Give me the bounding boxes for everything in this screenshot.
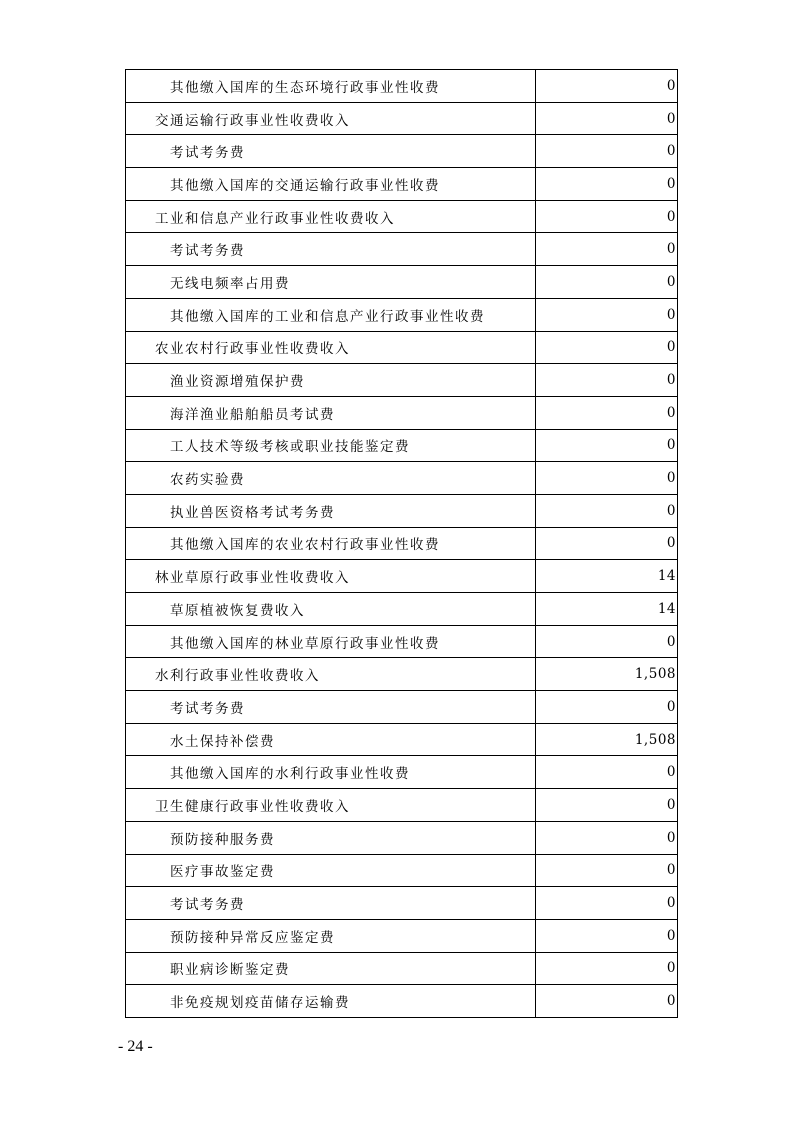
- table-row: [126, 364, 678, 397]
- item-name-cell: 其他缴入国库的生态环境行政事业性收费: [126, 70, 536, 103]
- item-name-cell: 执业兽医资格考试考务费: [126, 494, 536, 527]
- item-name-cell: 水土保持补偿费: [126, 723, 536, 756]
- item-name-cell: 非免疫规划疫苗储存运输费: [126, 985, 536, 1018]
- table-row: [126, 560, 678, 593]
- item-name-cell: 其他缴入国库的工业和信息产业行政事业性收费: [126, 298, 536, 331]
- table-row: [126, 266, 678, 299]
- table-row: [126, 494, 678, 527]
- item-name-cell: 草原植被恢复费收入: [126, 593, 536, 626]
- item-value-cell: 0: [536, 789, 678, 822]
- item-value-cell: 0: [536, 266, 678, 299]
- item-name-cell: 农业农村行政事业性收费收入: [126, 331, 536, 364]
- table-row: [126, 593, 678, 626]
- item-value-cell: 14: [536, 593, 678, 626]
- item-name-cell: 预防接种服务费: [126, 821, 536, 854]
- table-row: [126, 135, 678, 168]
- revenue-table-body: [126, 70, 678, 1018]
- item-value-cell: 0: [536, 527, 678, 560]
- item-value-cell: 0: [536, 691, 678, 724]
- item-value-cell: 0: [536, 429, 678, 462]
- page-number: - 24 -: [118, 1038, 153, 1055]
- table-row: [126, 854, 678, 887]
- table-row: [126, 331, 678, 364]
- table-row: [126, 462, 678, 495]
- item-name-cell: 其他缴入国库的林业草原行政事业性收费: [126, 625, 536, 658]
- table-row: [126, 952, 678, 985]
- item-value-cell: 0: [536, 396, 678, 429]
- item-value-cell: 0: [536, 331, 678, 364]
- item-value-cell: 0: [536, 952, 678, 985]
- item-name-cell: 其他缴入国库的交通运输行政事业性收费: [126, 168, 536, 201]
- table-row: [126, 723, 678, 756]
- item-value-cell: 0: [536, 135, 678, 168]
- table-row: [126, 298, 678, 331]
- item-value-cell: 0: [536, 854, 678, 887]
- item-name-cell: 渔业资源增殖保护费: [126, 364, 536, 397]
- table-row: [126, 200, 678, 233]
- item-name-cell: 考试考务费: [126, 233, 536, 266]
- item-name-cell: 考试考务费: [126, 135, 536, 168]
- item-value-cell: 0: [536, 462, 678, 495]
- table-row: [126, 429, 678, 462]
- item-value-cell: 0: [536, 919, 678, 952]
- item-name-cell: 考试考务费: [126, 691, 536, 724]
- item-value-cell: 0: [536, 625, 678, 658]
- table-row: [126, 625, 678, 658]
- table-row: [126, 168, 678, 201]
- item-name-cell: 考试考务费: [126, 887, 536, 920]
- table-row: [126, 821, 678, 854]
- table-row: [126, 658, 678, 691]
- item-name-cell: 农药实验费: [126, 462, 536, 495]
- table-row: [126, 233, 678, 266]
- item-value-cell: 1,508: [536, 658, 678, 691]
- item-name-cell: 水利行政事业性收费收入: [126, 658, 536, 691]
- item-name-cell: 其他缴入国库的农业农村行政事业性收费: [126, 527, 536, 560]
- table-row: [126, 102, 678, 135]
- item-value-cell: 0: [536, 887, 678, 920]
- item-name-cell: 海洋渔业船舶船员考试费: [126, 396, 536, 429]
- table-row: [126, 756, 678, 789]
- table-row: [126, 527, 678, 560]
- item-value-cell: 0: [536, 985, 678, 1018]
- item-value-cell: 0: [536, 200, 678, 233]
- item-name-cell: 工业和信息产业行政事业性收费收入: [126, 200, 536, 233]
- item-value-cell: 0: [536, 821, 678, 854]
- item-name-cell: 无线电频率占用费: [126, 266, 536, 299]
- item-value-cell: 0: [536, 233, 678, 266]
- item-value-cell: 0: [536, 364, 678, 397]
- item-value-cell: 1,508: [536, 723, 678, 756]
- table-row: [126, 691, 678, 724]
- table-row: [126, 887, 678, 920]
- item-value-cell: 0: [536, 168, 678, 201]
- item-value-cell: 14: [536, 560, 678, 593]
- item-value-cell: 0: [536, 70, 678, 103]
- table-row: [126, 396, 678, 429]
- item-name-cell: 医疗事故鉴定费: [126, 854, 536, 887]
- item-name-cell: 工人技术等级考核或职业技能鉴定费: [126, 429, 536, 462]
- item-value-cell: 0: [536, 756, 678, 789]
- item-value-cell: 0: [536, 102, 678, 135]
- item-value-cell: 0: [536, 298, 678, 331]
- item-name-cell: 职业病诊断鉴定费: [126, 952, 536, 985]
- table-row: [126, 985, 678, 1018]
- table-row: [126, 70, 678, 103]
- revenue-table: [125, 69, 678, 1018]
- item-name-cell: 交通运输行政事业性收费收入: [126, 102, 536, 135]
- item-name-cell: 预防接种异常反应鉴定费: [126, 919, 536, 952]
- item-value-cell: 0: [536, 494, 678, 527]
- table-row: [126, 789, 678, 822]
- table-row: [126, 919, 678, 952]
- item-name-cell: 其他缴入国库的水利行政事业性收费: [126, 756, 536, 789]
- item-name-cell: 卫生健康行政事业性收费收入: [126, 789, 536, 822]
- item-name-cell: 林业草原行政事业性收费收入: [126, 560, 536, 593]
